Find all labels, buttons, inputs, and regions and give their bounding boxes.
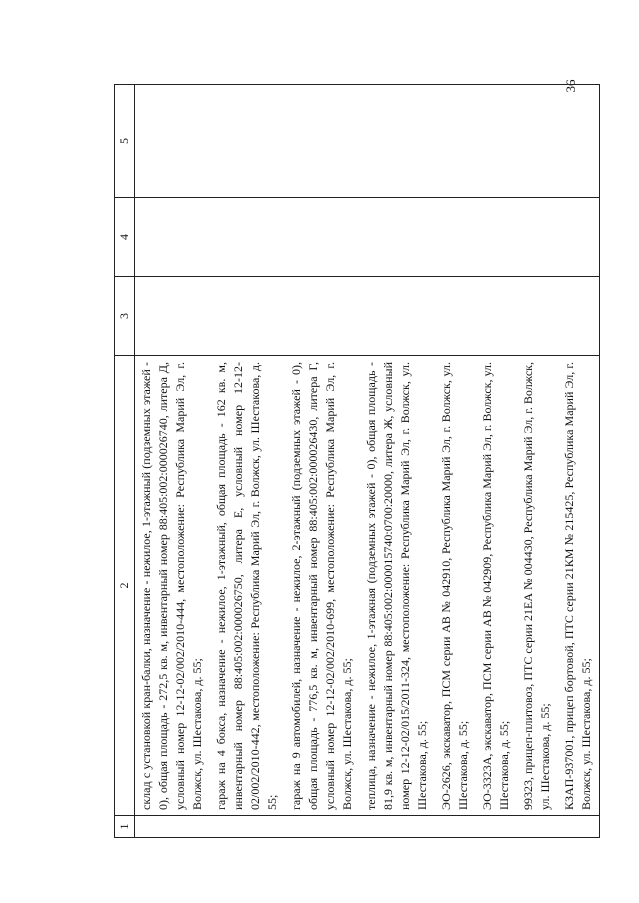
- column-3-cell: [135, 277, 600, 356]
- property-table: [114, 84, 600, 838]
- property-list-cell: [135, 356, 600, 816]
- list-item: теплица, назначение - нежилое, 1-этажная (подземных этажей - 0), общая площадь - 81,9 кв. м, инвентарный номер 88:405:002:000015740:0700:20000, литера Ж, условный номер 12-12-02/015/2011-324, местоположение: Республика Марий Эл, г. Волжск, ул. Шестакова, д. 55;: [364, 362, 429, 810]
- list-item: 99323, прицеп-плитовоз, ПТС серии 21ЕА № 004430, Республика Марий Эл, г. Волжск, ул. Шестакова, д. 55;: [521, 362, 552, 810]
- column-header-4: 4: [115, 198, 135, 277]
- list-item: ЭО-2626, экскаватор, ПСМ серии АВ № 042910, Республика Марий Эл, г. Волжск, ул. Шестакова, д. 55;: [439, 362, 470, 810]
- list-item: ЭО-3323А, экскаватор, ПСМ серии АВ № 042909, Республика Марий Эл, г. Волжск, ул. Шестакова, д. 55;: [480, 362, 511, 810]
- page-number-text: 36: [563, 79, 578, 93]
- column-header-3: 3: [115, 277, 135, 356]
- column-4-cell: [135, 198, 600, 277]
- table-header-row: [115, 85, 135, 838]
- list-item: гараж на 4 бокса, назначение - нежилое, 1-этажный, общая площадь - 162 кв. м, инвентарный номер 88:405:002:000026750, литера Е, условный номер 12-12-02/002/2010-442, местоположение: Республика Марий Эл, г. Волжск, ул. Шестакова, д. 55;: [214, 362, 279, 810]
- list-item: склад с установкой кран-балки, назначение - нежилое, 1-этажный (подземных этажей - 0), общая площадь - 272,5 кв. м, инвентарный номер 88:405:002:000026740, литера Д, условный номер 12-12-02/002/2010-444, местоположение: Республика Марий Эл, г. Волжск, ул. Шестакова, д. 55;: [139, 362, 204, 810]
- column-5-cell: [135, 85, 600, 198]
- rotated-table-container: [114, 85, 614, 838]
- column-header-2: 2: [115, 356, 135, 816]
- list-item: КЗАП-937001, прицеп бортовой, ПТС серии 21КМ № 215425, Республика Марий Эл, г. Волжск, ул. Шестакова, д. 55;: [562, 362, 593, 810]
- list-item: гараж на 9 автомобилей, назначение - нежилое, 2-этажный (подземных этажей - 0), общая площадь - 776,5 кв. м, инвентарный номер 88:405:002:000026430, литера Г, условный номер 12-12-02/002/2010-699, местоположение: Республика Марий Эл, г. Волжск, ул. Шестакова, д. 55;: [289, 362, 354, 810]
- column-header-5: 5: [115, 85, 135, 198]
- column-header-1: 1: [115, 816, 135, 838]
- row-number-cell: [135, 816, 600, 838]
- table-row: [135, 85, 600, 838]
